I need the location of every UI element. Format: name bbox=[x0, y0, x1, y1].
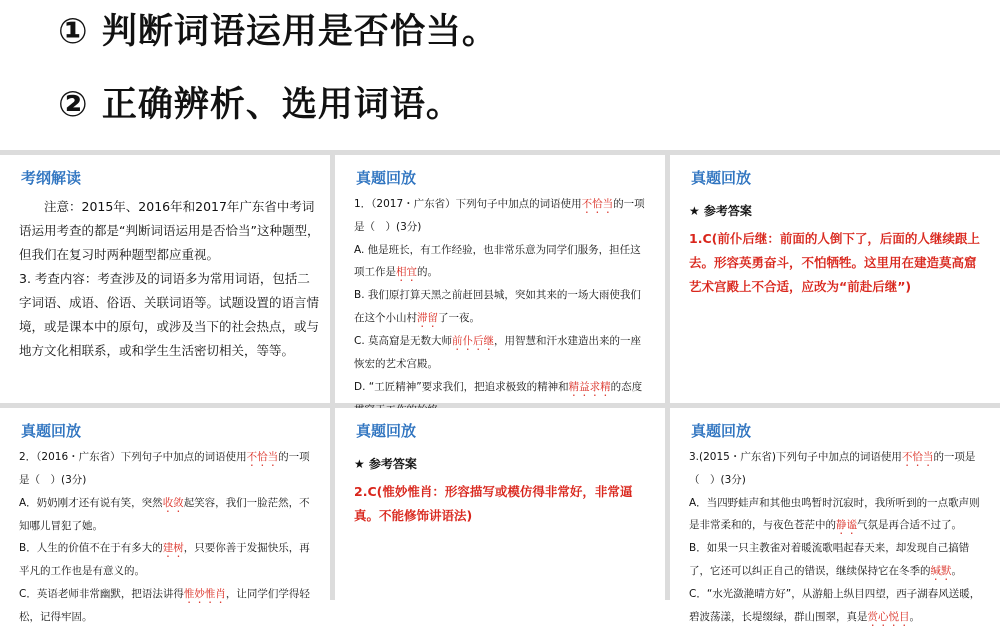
question-2-text bbox=[19, 446, 316, 629]
question-1-text bbox=[354, 193, 651, 422]
option-c: C．英语老师非常幽默，把语法讲得惟妙惟肖，让同学们学得轻松，记得牢固。 bbox=[19, 588, 310, 624]
outline-note: 注意：2015年、2016年和2017年广东省中考词语运用考查的都是“判断词语运用是否恰当”这种题型，但我们在复习时两种题型都应重视。 bbox=[19, 199, 320, 262]
dotted-word: 滞留 bbox=[417, 312, 438, 325]
dotted-word: 惟妙惟肖 bbox=[183, 588, 226, 601]
slide-header bbox=[0, 0, 1000, 150]
dotted-word: 相宜 bbox=[396, 266, 417, 279]
panel-answer-2 bbox=[335, 408, 665, 600]
panel-question-1 bbox=[335, 155, 665, 403]
panel-title: 考纲解读 bbox=[21, 169, 82, 187]
panel-grid bbox=[0, 150, 1000, 624]
dotted-word: 缄默 bbox=[930, 565, 952, 578]
objective-line-2: ② 正确辨析、选用词语。 bbox=[58, 85, 462, 125]
panel-answer-1 bbox=[670, 155, 1000, 403]
outline-text bbox=[19, 195, 320, 363]
answer-text: 2.C(惟妙惟肖：形容描写或模仿得非常好，非常逼真。不能修饰讲语法) bbox=[354, 484, 633, 523]
outline-content: 3. 考查内容：考查涉及的词语多为常用词语，包括二字词语、成语、俗语、关联词语等。试题设置的语言情境，或是课本中的原句，或涉及当下的社会热点，或与地方文化相联系，或和学生生活密切相关，等等。 bbox=[19, 271, 320, 358]
dotted-word: 精益求精 bbox=[568, 380, 611, 393]
question-stem: 3.(2015・广东省)下列句子中加点的词语使用不恰当的一项是（ ）(3分) bbox=[689, 451, 976, 486]
panel-exam-outline bbox=[0, 155, 330, 403]
dotted-word: 赏心悦目 bbox=[867, 610, 910, 623]
panel-title: 真题回放 bbox=[691, 169, 752, 187]
option-b: B. 我们原打算天黑之前赶回县城，突如其来的一场大雨使我们在这个小山村滞留了一夜。 bbox=[354, 289, 641, 325]
option-c: C. 莫高窟是无数大师前仆后继，用智慧和汗水建造出来的一座恢宏的艺术宫殿。 bbox=[354, 335, 642, 371]
answer-label: ★ 参考答案 bbox=[354, 457, 417, 471]
panel-title: 真题回放 bbox=[356, 169, 417, 187]
dotted-word: 建树 bbox=[162, 542, 184, 555]
option-a: A. 他是班长，有工作经验，也非常乐意为同学们服务，担任这项工作是相宜的。 bbox=[354, 243, 641, 279]
panel-title: 真题回放 bbox=[21, 422, 82, 440]
option-c: C．“水光潋滟晴方好”，从游船上纵目四望，西子湖春风送暖，碧波荡漾，长堤缀绿，群山围翠，真是赏心悦目。 bbox=[689, 588, 981, 623]
objective-line-1: ① 判断词语运用是否恰当。 bbox=[58, 12, 498, 52]
question-stem: 2．（2016・广东省）下列句子中加点的词语使用不恰当的一项是（ ）(3分) bbox=[19, 451, 310, 486]
panel-title: 真题回放 bbox=[356, 422, 417, 440]
keyword-not-appropriate: 不恰当 bbox=[581, 198, 614, 210]
question-stem: 1．（2017・广东省）下列句子中加点的词语使用不恰当的一项是（ ）(3分) bbox=[354, 198, 645, 233]
keyword-not-appropriate: 不恰当 bbox=[901, 451, 934, 463]
panel-question-2 bbox=[0, 408, 330, 624]
answer-label: ★ 参考答案 bbox=[689, 204, 752, 218]
dotted-word: 收敛 bbox=[162, 496, 184, 509]
option-d: D. “工匠精神”要求我们，把追求极致的精神和精益求精的态度 bbox=[354, 380, 643, 393]
option-b: B．如果一只主教雀对着暖流歌唱起春天来，却发现自己搞错了，它还可以纠正自己的错误，继续保持它在冬季的缄默。 bbox=[689, 542, 970, 578]
option-a: A．当四野蛙声和其他虫鸣暂时沉寂时，我所听到的一点歌声则是非常柔和的，与夜色苍茫中的静谧气氛是再合适不过了。 bbox=[689, 496, 980, 532]
dotted-word: 静谧 bbox=[836, 519, 857, 532]
option-b: B．人生的价值不在于有多大的建树，只要你善于发掘快乐，再平凡的工作也是有意义的。 bbox=[19, 542, 310, 578]
option-a: A．奶奶刚才还有说有笑，突然收敛起笑容，我们一脸茫然，不知哪儿冒犯了她。 bbox=[19, 496, 310, 532]
panel-title: 真题回放 bbox=[691, 422, 752, 440]
keyword-not-appropriate: 不恰当 bbox=[246, 451, 279, 463]
dotted-word: 前仆后继 bbox=[452, 335, 495, 348]
panel-question-3 bbox=[670, 408, 1000, 623]
answer-text: 1.C(前仆后继：前面的人倒下了，后面的人继续跟上去。形容英勇奋斗，不怕牺牲。这里用在建造莫高窟艺术宫殿上不合适，应改为“前赴后继”) bbox=[689, 231, 980, 294]
question-3-text bbox=[689, 446, 986, 629]
